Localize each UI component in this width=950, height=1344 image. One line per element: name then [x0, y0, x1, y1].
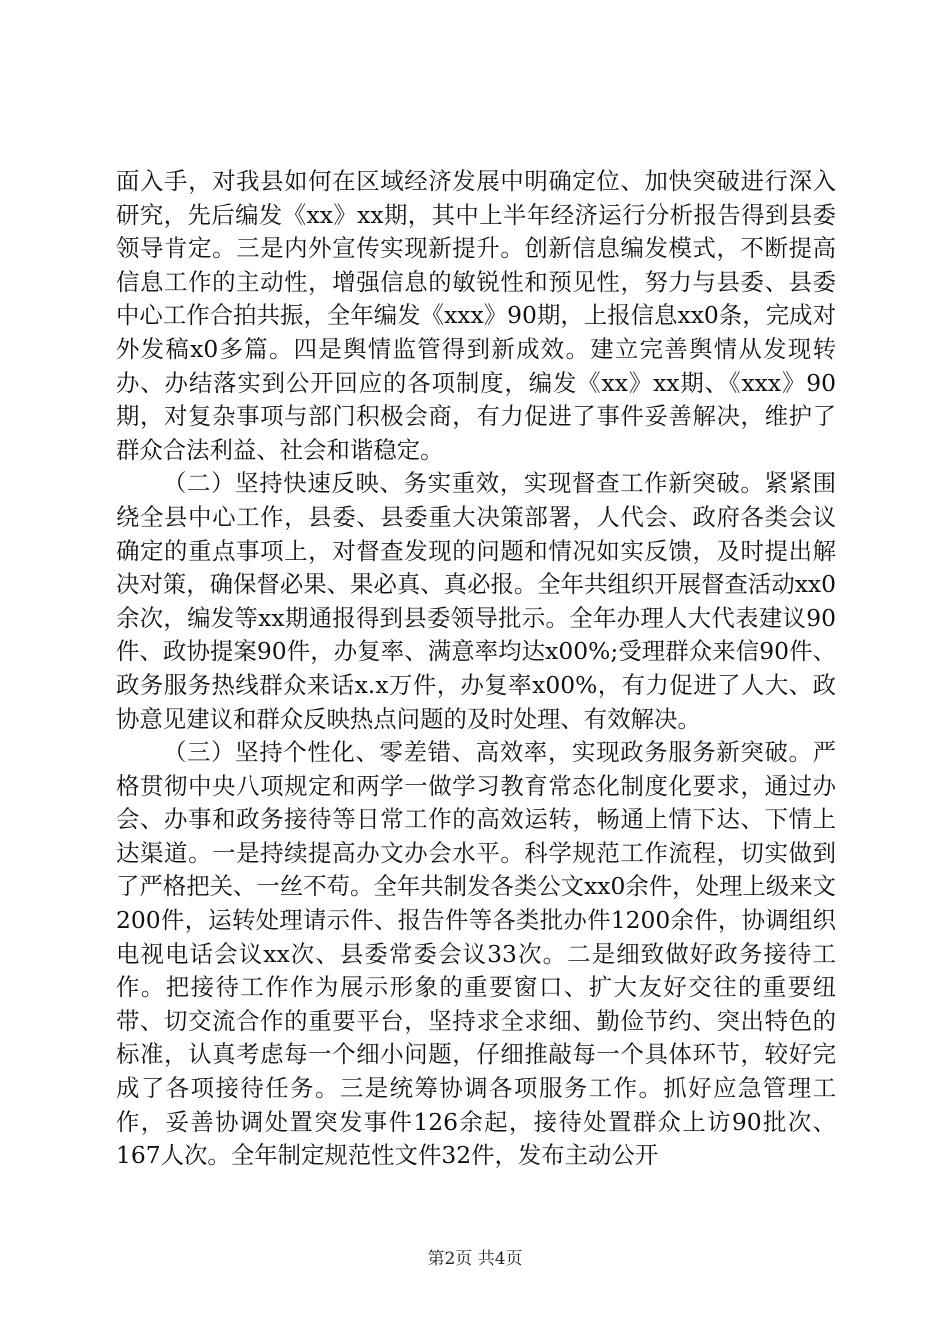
document-body — [116, 165, 836, 1173]
paragraph-continued: 面入手，对我县如何在区域经济发展中明确定位、加快突破进行深入研究，先后编发《xx》xx期，其中上半年经济运行分析报告得到县委领导肯定。三是内外宣传实现新提升。创新信息编发模式，不断提高信息工作的主动性，增强信息的敏锐性和预见性，努力与县委、县委中心工作合拍共振，全年编发《xxx》90期，上报信息xx0条，完成对外发稿x0多篇。四是舆情监管得到新成效。建立完善舆情从发现转办、办结落实到公开回应的各项制度，编发《xx》xx期、《xxx》90期，对复杂事项与部门积极会商，有力促进了事件妥善解决，维护了群众合法利益、社会和谐稳定。 — [116, 167, 836, 464]
paragraph-supervision: （二）坚持快速反映、务实重效，实现督查工作新突破。紧紧围绕全县中心工作，县委、县委重大决策部署，人代会、政府各类会议确定的重点事项上，对督查发现的问题和情况如实反馈，及时提出解决对策，确保督必果、果必真、真必报。全年共组织开展督查活动xx0余次，编发等xx期通报得到县委领导批示。全年办理人大代表建议90件、政协提案90件，办复率、满意率均达x00%;受理群众来信90件、政务服务热线群众来话x.x万件，办复率x00%，有力促进了人大、政协意见建议和群众反映热点问题的及时处理、有效解决。 — [116, 469, 836, 733]
page-footer: 第2页 共4页 — [427, 1249, 523, 1269]
paragraph-government-service: （三）坚持个性化、零差错、高效率，实现政务服务新突破。严格贯彻中央八项规定和两学一做学习教育常态化制度化要求，通过办会、办事和政务接待等日常工作的高效运转，畅通上情下达、下情上达渠道。一是持续提高办文办会水平。科学规范工作流程，切实做到了严格把关、一丝不苟。全年共制发各类公文xx0余件，处理上级来文200件，运转处理请示件、报告件等各类批办件1200余件，协调组织电视电话会议xx次、县委常委会议33次。二是细致做好政务接待工作。把接待工作作为展示形象的重要窗口、扩大友好交往的重要纽带、切交流合作的重要平台，坚持求全求细、勤俭节约、突出特色的标准，认真考虑每一个细小问题，仔细推敲每一个具体环节，较好完成了各项接待任务。三是统筹协调各项服务工作。抓好应急管理工作，妥善协调处置突发事件126余起，接待处置群众上访90批次、167人次。全年制定规范性文件32件，发布主动公开 — [116, 738, 836, 1170]
